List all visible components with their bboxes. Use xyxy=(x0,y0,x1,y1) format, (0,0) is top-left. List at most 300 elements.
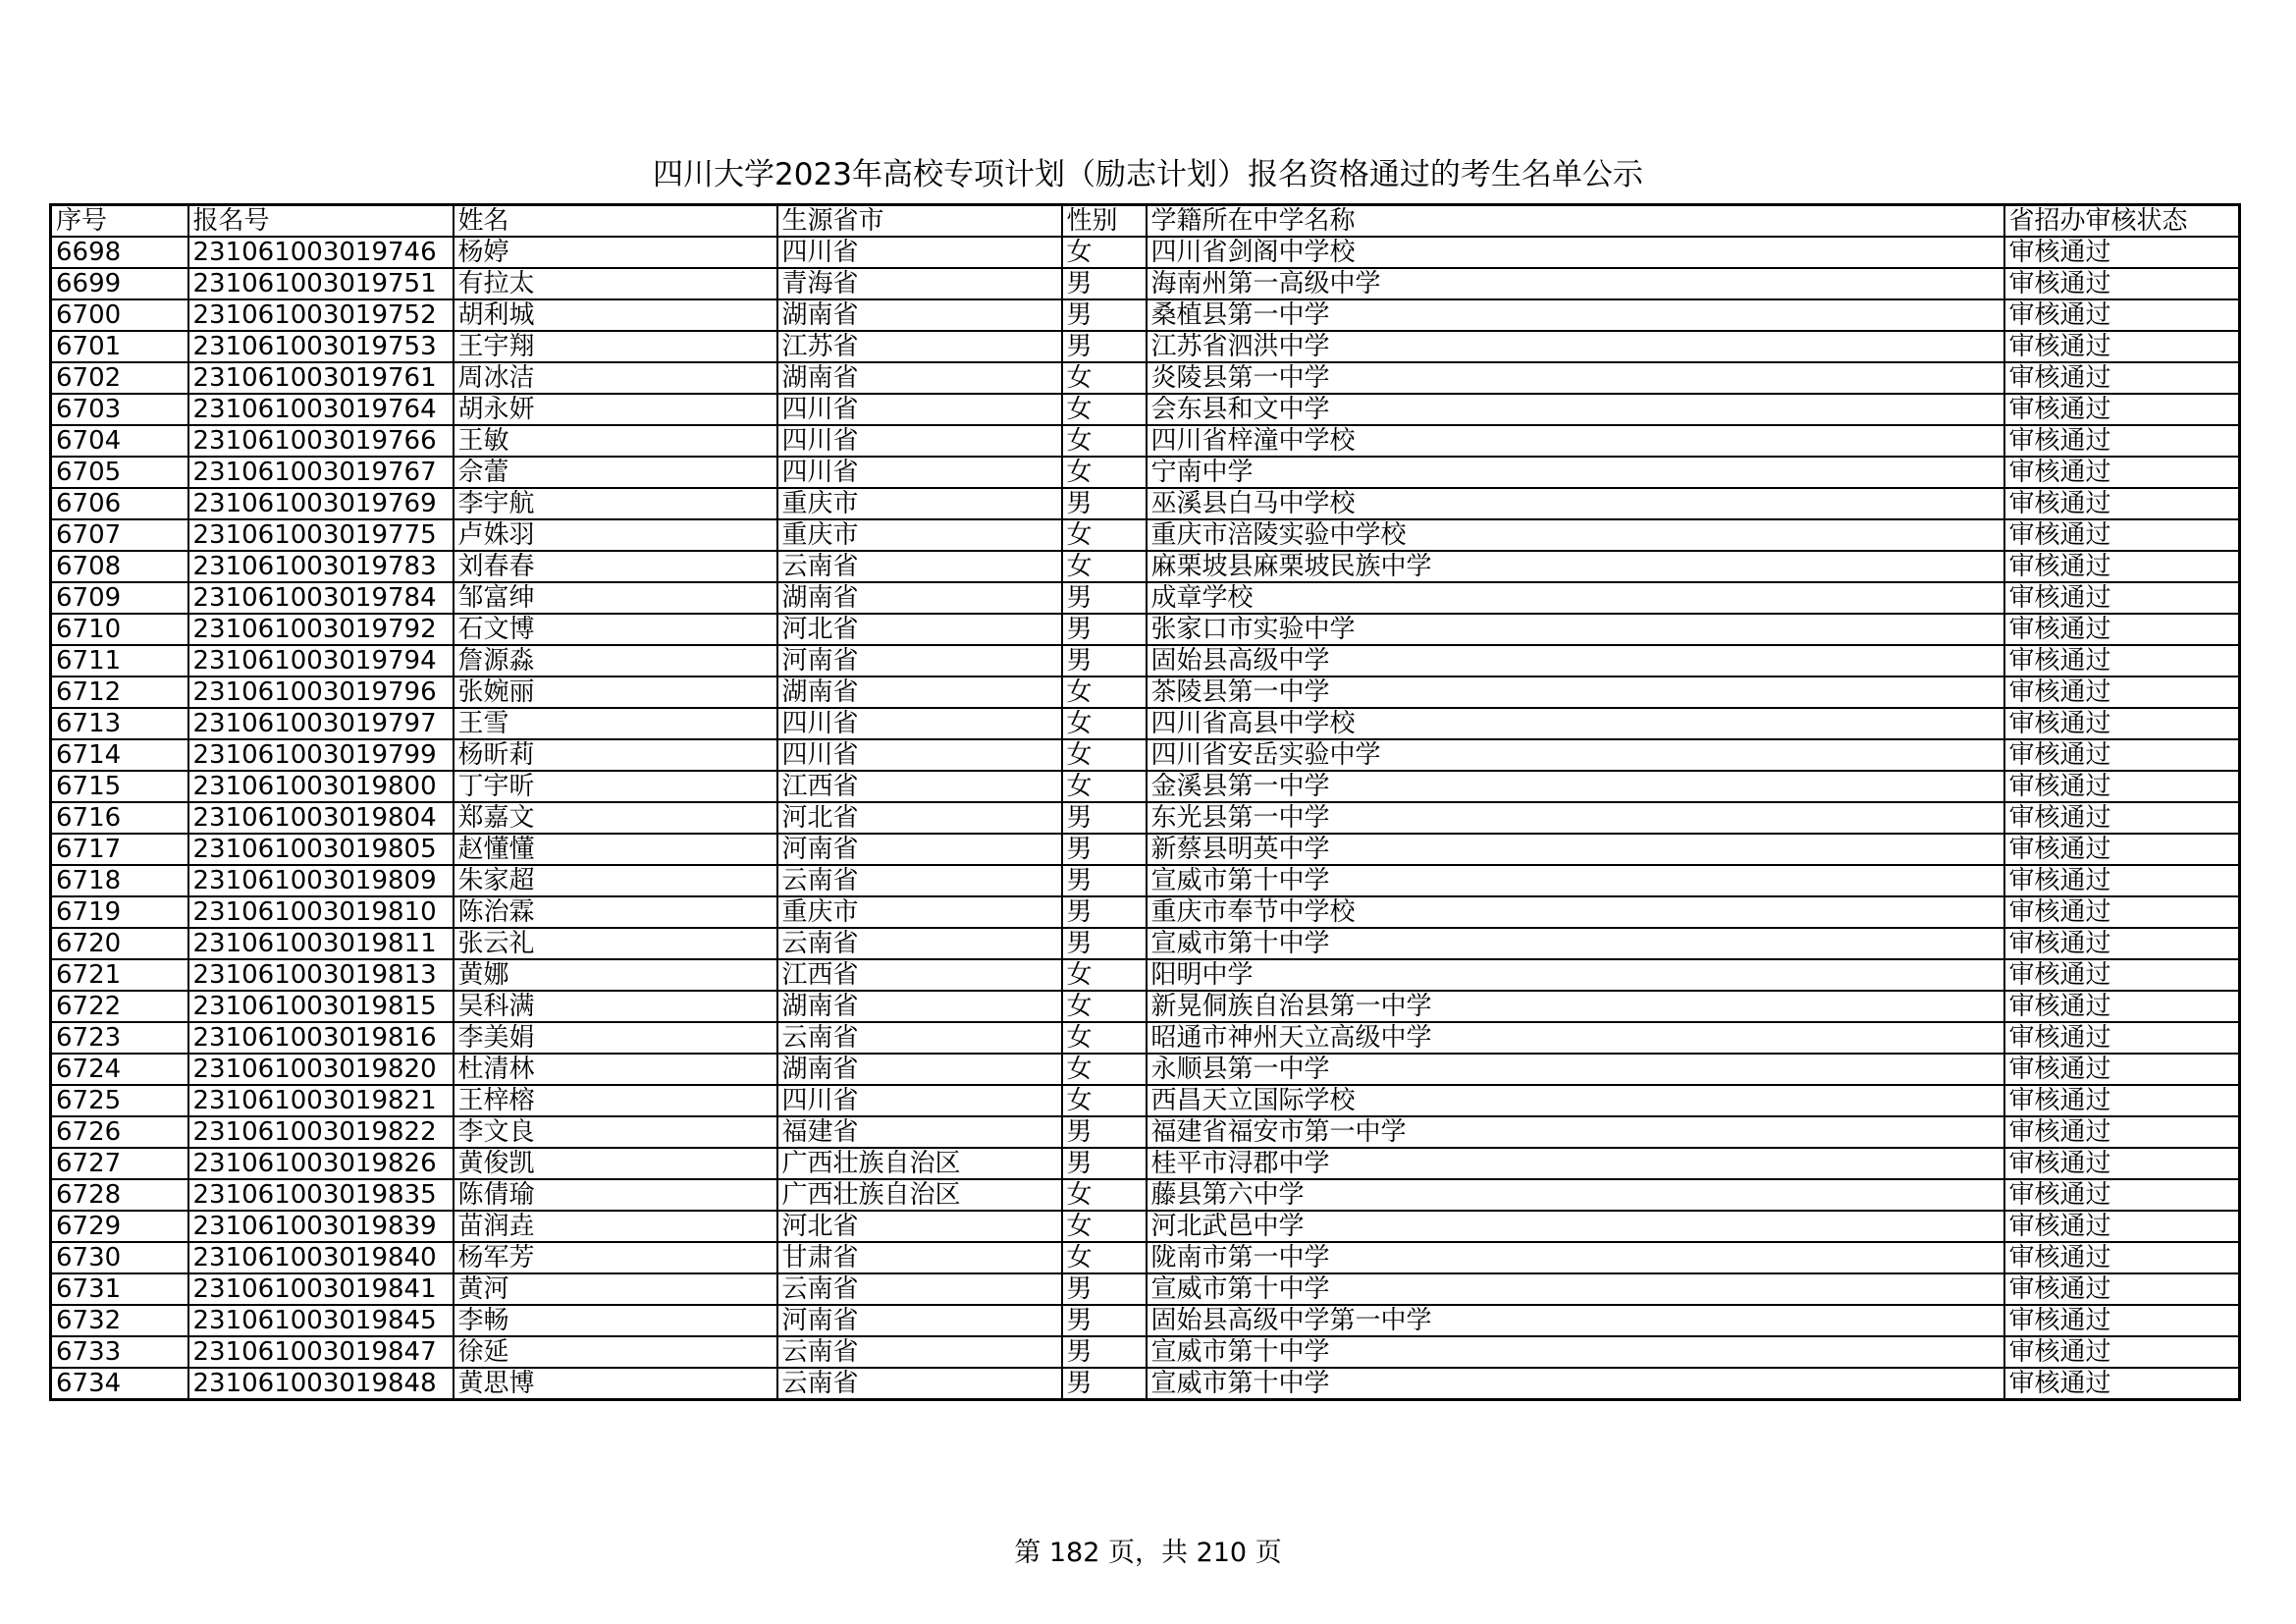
cell-index: 6724 xyxy=(51,1054,188,1085)
cell-name: 李畅 xyxy=(454,1305,777,1336)
cell-name: 石文博 xyxy=(454,614,777,645)
cell-name: 黄娜 xyxy=(454,959,777,991)
cell-registration-number: 231061003019839 xyxy=(188,1211,454,1242)
cell-gender: 男 xyxy=(1062,645,1147,677)
cell-school: 茶陵县第一中学 xyxy=(1147,677,2004,708)
cell-name: 杨昕莉 xyxy=(454,739,777,771)
cell-school: 麻栗坡县麻栗坡民族中学 xyxy=(1147,551,2004,582)
cell-province: 江西省 xyxy=(777,771,1062,802)
cell-registration-number: 231061003019816 xyxy=(188,1022,454,1054)
table-row xyxy=(51,1054,2240,1085)
cell-index: 6702 xyxy=(51,362,188,394)
cell-review-status: 审核通过 xyxy=(2004,834,2240,865)
cell-review-status: 审核通过 xyxy=(2004,488,2240,519)
column-header-gender: 性别 xyxy=(1062,205,1147,238)
cell-gender: 男 xyxy=(1062,802,1147,834)
table-row xyxy=(51,268,2240,299)
cell-province: 重庆市 xyxy=(777,896,1062,928)
table-row xyxy=(51,331,2240,362)
cell-province: 云南省 xyxy=(777,865,1062,896)
cell-registration-number: 231061003019815 xyxy=(188,991,454,1022)
cell-province: 青海省 xyxy=(777,268,1062,299)
table-row xyxy=(51,1305,2240,1336)
column-header-school: 学籍所在中学名称 xyxy=(1147,205,2004,238)
cell-school: 桑植县第一中学 xyxy=(1147,299,2004,331)
cell-province: 河南省 xyxy=(777,1305,1062,1336)
cell-gender: 女 xyxy=(1062,991,1147,1022)
cell-index: 6698 xyxy=(51,237,188,268)
table-row xyxy=(51,457,2240,488)
cell-province: 云南省 xyxy=(777,1368,1062,1400)
cell-school: 永顺县第一中学 xyxy=(1147,1054,2004,1085)
cell-school: 宣威市第十中学 xyxy=(1147,1336,2004,1368)
cell-gender: 女 xyxy=(1062,1022,1147,1054)
cell-review-status: 审核通过 xyxy=(2004,1242,2240,1273)
page-footer xyxy=(0,1537,2296,1570)
table-row xyxy=(51,1085,2240,1116)
cell-school: 西昌天立国际学校 xyxy=(1147,1085,2004,1116)
cell-gender: 女 xyxy=(1062,425,1147,457)
cell-index: 6718 xyxy=(51,865,188,896)
table-row xyxy=(51,834,2240,865)
table-row xyxy=(51,237,2240,268)
cell-index: 6727 xyxy=(51,1148,188,1179)
cell-index: 6728 xyxy=(51,1179,188,1211)
cell-gender: 男 xyxy=(1062,268,1147,299)
table-row xyxy=(51,677,2240,708)
cell-name: 王宇翔 xyxy=(454,331,777,362)
cell-gender: 女 xyxy=(1062,1211,1147,1242)
cell-province: 江苏省 xyxy=(777,331,1062,362)
table-row xyxy=(51,1211,2240,1242)
cell-gender: 女 xyxy=(1062,1085,1147,1116)
cell-name: 吴科满 xyxy=(454,991,777,1022)
table-row xyxy=(51,645,2240,677)
cell-index: 6721 xyxy=(51,959,188,991)
table-row xyxy=(51,928,2240,959)
cell-name: 徐延 xyxy=(454,1336,777,1368)
cell-review-status: 审核通过 xyxy=(2004,991,2240,1022)
cell-gender: 男 xyxy=(1062,614,1147,645)
cell-name: 郑嘉文 xyxy=(454,802,777,834)
table-row xyxy=(51,425,2240,457)
table-row xyxy=(51,771,2240,802)
cell-school: 重庆市奉节中学校 xyxy=(1147,896,2004,928)
cell-review-status: 审核通过 xyxy=(2004,1336,2240,1368)
footer-middle: 页，共 xyxy=(1099,1538,1197,1568)
cell-review-status: 审核通过 xyxy=(2004,299,2240,331)
cell-school: 四川省安岳实验中学 xyxy=(1147,739,2004,771)
cell-gender: 男 xyxy=(1062,299,1147,331)
cell-registration-number: 231061003019826 xyxy=(188,1148,454,1179)
cell-registration-number: 231061003019821 xyxy=(188,1085,454,1116)
table-row xyxy=(51,519,2240,551)
cell-index: 6715 xyxy=(51,771,188,802)
cell-gender: 男 xyxy=(1062,834,1147,865)
cell-index: 6703 xyxy=(51,394,188,425)
cell-province: 河南省 xyxy=(777,645,1062,677)
cell-gender: 男 xyxy=(1062,488,1147,519)
cell-gender: 女 xyxy=(1062,1242,1147,1273)
cell-gender: 女 xyxy=(1062,959,1147,991)
cell-review-status: 审核通过 xyxy=(2004,331,2240,362)
cell-gender: 女 xyxy=(1062,708,1147,739)
cell-registration-number: 231061003019761 xyxy=(188,362,454,394)
cell-registration-number: 231061003019794 xyxy=(188,645,454,677)
cell-school: 固始县高级中学 xyxy=(1147,645,2004,677)
cell-index: 6712 xyxy=(51,677,188,708)
cell-index: 6733 xyxy=(51,1336,188,1368)
cell-school: 陇南市第一中学 xyxy=(1147,1242,2004,1273)
table-row xyxy=(51,362,2240,394)
applicant-table xyxy=(49,203,2241,1401)
cell-province: 广西壮族自治区 xyxy=(777,1179,1062,1211)
cell-school: 桂平市浔郡中学 xyxy=(1147,1148,2004,1179)
cell-index: 6729 xyxy=(51,1211,188,1242)
table-row xyxy=(51,739,2240,771)
cell-province: 湖南省 xyxy=(777,1054,1062,1085)
cell-school: 新蔡县明英中学 xyxy=(1147,834,2004,865)
cell-school: 固始县高级中学第一中学 xyxy=(1147,1305,2004,1336)
cell-review-status: 审核通过 xyxy=(2004,1273,2240,1305)
cell-index: 6717 xyxy=(51,834,188,865)
cell-gender: 男 xyxy=(1062,1305,1147,1336)
column-header-index: 序号 xyxy=(51,205,188,238)
cell-registration-number: 231061003019775 xyxy=(188,519,454,551)
cell-province: 四川省 xyxy=(777,457,1062,488)
cell-province: 甘肃省 xyxy=(777,1242,1062,1273)
cell-school: 宁南中学 xyxy=(1147,457,2004,488)
cell-review-status: 审核通过 xyxy=(2004,268,2240,299)
cell-province: 湖南省 xyxy=(777,362,1062,394)
cell-registration-number: 231061003019751 xyxy=(188,268,454,299)
cell-review-status: 审核通过 xyxy=(2004,1022,2240,1054)
table-row xyxy=(51,1368,2240,1400)
cell-school: 成章学校 xyxy=(1147,582,2004,614)
cell-review-status: 审核通过 xyxy=(2004,425,2240,457)
cell-registration-number: 231061003019769 xyxy=(188,488,454,519)
cell-name: 黄俊凯 xyxy=(454,1148,777,1179)
table-body xyxy=(51,237,2240,1400)
cell-gender: 男 xyxy=(1062,331,1147,362)
cell-province: 湖南省 xyxy=(777,299,1062,331)
cell-review-status: 审核通过 xyxy=(2004,394,2240,425)
cell-gender: 女 xyxy=(1062,1179,1147,1211)
cell-school: 福建省福安市第一中学 xyxy=(1147,1116,2004,1148)
cell-review-status: 审核通过 xyxy=(2004,1148,2240,1179)
cell-school: 海南州第一高级中学 xyxy=(1147,268,2004,299)
cell-province: 四川省 xyxy=(777,425,1062,457)
cell-index: 6701 xyxy=(51,331,188,362)
cell-index: 6714 xyxy=(51,739,188,771)
cell-review-status: 审核通过 xyxy=(2004,771,2240,802)
cell-index: 6734 xyxy=(51,1368,188,1400)
cell-name: 周冰洁 xyxy=(454,362,777,394)
cell-review-status: 审核通过 xyxy=(2004,519,2240,551)
cell-province: 重庆市 xyxy=(777,488,1062,519)
cell-school: 东光县第一中学 xyxy=(1147,802,2004,834)
cell-school: 四川省高县中学校 xyxy=(1147,708,2004,739)
cell-index: 6705 xyxy=(51,457,188,488)
cell-gender: 女 xyxy=(1062,457,1147,488)
cell-province: 云南省 xyxy=(777,551,1062,582)
footer-prefix: 第 xyxy=(1014,1538,1049,1568)
cell-school: 张家口市实验中学 xyxy=(1147,614,2004,645)
table-row xyxy=(51,959,2240,991)
cell-name: 李宇航 xyxy=(454,488,777,519)
cell-province: 云南省 xyxy=(777,1336,1062,1368)
total-page-count: 210 xyxy=(1196,1538,1248,1568)
cell-index: 6707 xyxy=(51,519,188,551)
cell-index: 6732 xyxy=(51,1305,188,1336)
cell-registration-number: 231061003019792 xyxy=(188,614,454,645)
cell-registration-number: 231061003019822 xyxy=(188,1116,454,1148)
cell-gender: 女 xyxy=(1062,739,1147,771)
cell-name: 苗润垚 xyxy=(454,1211,777,1242)
cell-registration-number: 231061003019810 xyxy=(188,896,454,928)
cell-name: 朱家超 xyxy=(454,865,777,896)
cell-registration-number: 231061003019840 xyxy=(188,1242,454,1273)
table-row xyxy=(51,1179,2240,1211)
cell-province: 四川省 xyxy=(777,237,1062,268)
cell-registration-number: 231061003019845 xyxy=(188,1305,454,1336)
table-row xyxy=(51,865,2240,896)
cell-gender: 女 xyxy=(1062,1054,1147,1085)
cell-school: 宣威市第十中学 xyxy=(1147,1368,2004,1400)
cell-name: 赵懂懂 xyxy=(454,834,777,865)
cell-school: 会东县和文中学 xyxy=(1147,394,2004,425)
cell-review-status: 审核通过 xyxy=(2004,677,2240,708)
cell-gender: 男 xyxy=(1062,1116,1147,1148)
cell-name: 李文良 xyxy=(454,1116,777,1148)
cell-school: 巫溪县白马中学校 xyxy=(1147,488,2004,519)
cell-registration-number: 231061003019835 xyxy=(188,1179,454,1211)
cell-review-status: 审核通过 xyxy=(2004,928,2240,959)
cell-gender: 男 xyxy=(1062,865,1147,896)
cell-gender: 男 xyxy=(1062,928,1147,959)
cell-province: 河北省 xyxy=(777,802,1062,834)
cell-registration-number: 231061003019797 xyxy=(188,708,454,739)
table-header-row xyxy=(51,205,2240,238)
cell-province: 河北省 xyxy=(777,1211,1062,1242)
cell-review-status: 审核通过 xyxy=(2004,1179,2240,1211)
cell-school: 河北武邑中学 xyxy=(1147,1211,2004,1242)
cell-index: 6716 xyxy=(51,802,188,834)
cell-province: 四川省 xyxy=(777,739,1062,771)
cell-province: 福建省 xyxy=(777,1116,1062,1148)
cell-name: 陈治霖 xyxy=(454,896,777,928)
cell-name: 陈倩瑜 xyxy=(454,1179,777,1211)
cell-name: 张云礼 xyxy=(454,928,777,959)
current-page-number: 182 xyxy=(1048,1538,1100,1568)
cell-province: 云南省 xyxy=(777,1022,1062,1054)
cell-province: 湖南省 xyxy=(777,582,1062,614)
cell-name: 杨军芳 xyxy=(454,1242,777,1273)
cell-review-status: 审核通过 xyxy=(2004,362,2240,394)
cell-name: 丁宇昕 xyxy=(454,771,777,802)
cell-registration-number: 231061003019746 xyxy=(188,237,454,268)
cell-index: 6708 xyxy=(51,551,188,582)
cell-review-status: 审核通过 xyxy=(2004,582,2240,614)
cell-index: 6719 xyxy=(51,896,188,928)
column-header-name: 姓名 xyxy=(454,205,777,238)
table-row xyxy=(51,1336,2240,1368)
cell-registration-number: 231061003019753 xyxy=(188,331,454,362)
cell-province: 江西省 xyxy=(777,959,1062,991)
cell-school: 江苏省泗洪中学 xyxy=(1147,331,2004,362)
cell-index: 6730 xyxy=(51,1242,188,1273)
cell-name: 杜清林 xyxy=(454,1054,777,1085)
applicant-table-container xyxy=(49,203,2241,1401)
cell-school: 宣威市第十中学 xyxy=(1147,928,2004,959)
table-row xyxy=(51,582,2240,614)
cell-name: 王敏 xyxy=(454,425,777,457)
cell-index: 6704 xyxy=(51,425,188,457)
cell-review-status: 审核通过 xyxy=(2004,614,2240,645)
table-row xyxy=(51,614,2240,645)
cell-name: 黄河 xyxy=(454,1273,777,1305)
cell-name: 杨婷 xyxy=(454,237,777,268)
cell-name: 张婉丽 xyxy=(454,677,777,708)
cell-province: 湖南省 xyxy=(777,991,1062,1022)
cell-school: 重庆市涪陵实验中学校 xyxy=(1147,519,2004,551)
cell-gender: 女 xyxy=(1062,771,1147,802)
cell-registration-number: 231061003019752 xyxy=(188,299,454,331)
cell-gender: 男 xyxy=(1062,1273,1147,1305)
cell-name: 王雪 xyxy=(454,708,777,739)
cell-index: 6711 xyxy=(51,645,188,677)
cell-review-status: 审核通过 xyxy=(2004,1085,2240,1116)
cell-province: 河北省 xyxy=(777,614,1062,645)
cell-gender: 男 xyxy=(1062,1336,1147,1368)
cell-province: 四川省 xyxy=(777,708,1062,739)
cell-review-status: 审核通过 xyxy=(2004,1368,2240,1400)
table-row xyxy=(51,551,2240,582)
cell-registration-number: 231061003019809 xyxy=(188,865,454,896)
cell-review-status: 审核通过 xyxy=(2004,865,2240,896)
cell-school: 四川省剑阁中学校 xyxy=(1147,237,2004,268)
cell-review-status: 审核通过 xyxy=(2004,551,2240,582)
cell-registration-number: 231061003019847 xyxy=(188,1336,454,1368)
cell-registration-number: 231061003019799 xyxy=(188,739,454,771)
cell-name: 佘蕾 xyxy=(454,457,777,488)
cell-review-status: 审核通过 xyxy=(2004,457,2240,488)
cell-school: 炎陵县第一中学 xyxy=(1147,362,2004,394)
cell-registration-number: 231061003019767 xyxy=(188,457,454,488)
cell-registration-number: 231061003019783 xyxy=(188,551,454,582)
cell-school: 金溪县第一中学 xyxy=(1147,771,2004,802)
cell-name: 詹源淼 xyxy=(454,645,777,677)
cell-review-status: 审核通过 xyxy=(2004,739,2240,771)
cell-gender: 男 xyxy=(1062,582,1147,614)
cell-gender: 女 xyxy=(1062,519,1147,551)
cell-index: 6726 xyxy=(51,1116,188,1148)
cell-province: 云南省 xyxy=(777,928,1062,959)
cell-index: 6706 xyxy=(51,488,188,519)
cell-registration-number: 231061003019800 xyxy=(188,771,454,802)
cell-name: 卢姝羽 xyxy=(454,519,777,551)
cell-name: 刘春春 xyxy=(454,551,777,582)
cell-review-status: 审核通过 xyxy=(2004,1116,2240,1148)
table-row xyxy=(51,802,2240,834)
cell-registration-number: 231061003019805 xyxy=(188,834,454,865)
table-row xyxy=(51,708,2240,739)
cell-gender: 女 xyxy=(1062,551,1147,582)
cell-name: 黄思博 xyxy=(454,1368,777,1400)
table-row xyxy=(51,1148,2240,1179)
cell-province: 四川省 xyxy=(777,394,1062,425)
cell-province: 重庆市 xyxy=(777,519,1062,551)
cell-gender: 女 xyxy=(1062,237,1147,268)
column-header-registration-number: 报名号 xyxy=(188,205,454,238)
cell-review-status: 审核通过 xyxy=(2004,959,2240,991)
cell-name: 李美娟 xyxy=(454,1022,777,1054)
cell-school: 昭通市神州天立高级中学 xyxy=(1147,1022,2004,1054)
cell-index: 6713 xyxy=(51,708,188,739)
table-row xyxy=(51,1022,2240,1054)
cell-school: 四川省梓潼中学校 xyxy=(1147,425,2004,457)
column-header-review-status: 省招办审核状态 xyxy=(2004,205,2240,238)
cell-review-status: 审核通过 xyxy=(2004,802,2240,834)
table-row xyxy=(51,1273,2240,1305)
cell-school: 宣威市第十中学 xyxy=(1147,1273,2004,1305)
table-row xyxy=(51,896,2240,928)
cell-registration-number: 231061003019841 xyxy=(188,1273,454,1305)
cell-review-status: 审核通过 xyxy=(2004,237,2240,268)
cell-province: 广西壮族自治区 xyxy=(777,1148,1062,1179)
cell-registration-number: 231061003019848 xyxy=(188,1368,454,1400)
table-row xyxy=(51,991,2240,1022)
cell-index: 6725 xyxy=(51,1085,188,1116)
table-row xyxy=(51,1242,2240,1273)
table-row xyxy=(51,299,2240,331)
cell-gender: 女 xyxy=(1062,677,1147,708)
cell-school: 新晃侗族自治县第一中学 xyxy=(1147,991,2004,1022)
cell-registration-number: 231061003019804 xyxy=(188,802,454,834)
cell-gender: 女 xyxy=(1062,362,1147,394)
cell-index: 6720 xyxy=(51,928,188,959)
table-row xyxy=(51,488,2240,519)
cell-school: 阳明中学 xyxy=(1147,959,2004,991)
cell-name: 胡永妍 xyxy=(454,394,777,425)
cell-name: 王梓榕 xyxy=(454,1085,777,1116)
cell-index: 6723 xyxy=(51,1022,188,1054)
table-row xyxy=(51,394,2240,425)
cell-review-status: 审核通过 xyxy=(2004,1211,2240,1242)
table-row xyxy=(51,1116,2240,1148)
cell-province: 四川省 xyxy=(777,1085,1062,1116)
cell-gender: 男 xyxy=(1062,1148,1147,1179)
cell-registration-number: 231061003019813 xyxy=(188,959,454,991)
cell-review-status: 审核通过 xyxy=(2004,708,2240,739)
cell-school: 藤县第六中学 xyxy=(1147,1179,2004,1211)
footer-suffix: 页 xyxy=(1247,1538,1282,1568)
cell-review-status: 审核通过 xyxy=(2004,1054,2240,1085)
cell-gender: 男 xyxy=(1062,896,1147,928)
document-title: 四川大学2023年高校专项计划（励志计划）报名资格通过的考生名单公示 xyxy=(653,157,1643,192)
cell-index: 6700 xyxy=(51,299,188,331)
cell-name: 邹富绅 xyxy=(454,582,777,614)
cell-index: 6722 xyxy=(51,991,188,1022)
cell-registration-number: 231061003019784 xyxy=(188,582,454,614)
cell-name: 胡利城 xyxy=(454,299,777,331)
cell-registration-number: 231061003019766 xyxy=(188,425,454,457)
cell-registration-number: 231061003019811 xyxy=(188,928,454,959)
cell-index: 6699 xyxy=(51,268,188,299)
cell-province: 湖南省 xyxy=(777,677,1062,708)
cell-registration-number: 231061003019820 xyxy=(188,1054,454,1085)
cell-school: 宣威市第十中学 xyxy=(1147,865,2004,896)
